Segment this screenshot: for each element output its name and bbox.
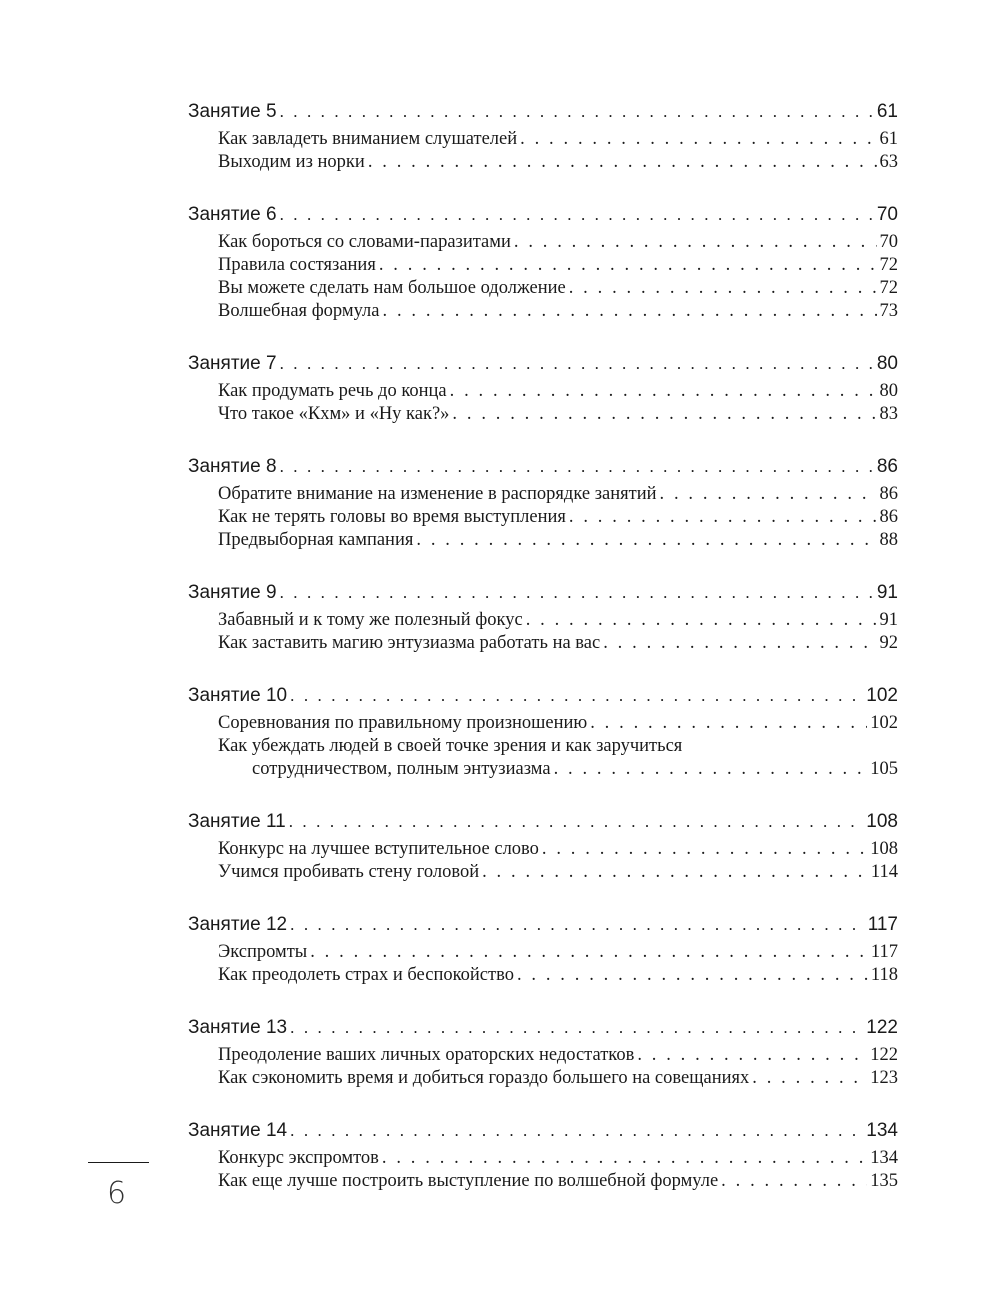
dot-leader	[280, 579, 874, 606]
topic-title: Как преодолеть страх и беспокойство	[218, 965, 514, 985]
topic-title: Соревнования по правильному произношению	[218, 713, 588, 733]
topic-title: Предвыборная кампания	[218, 530, 414, 550]
dot-leader	[290, 1117, 863, 1144]
dot-leader	[452, 403, 876, 426]
toc-topic-entry[interactable]	[188, 506, 898, 529]
toc-topic-entry[interactable]	[188, 403, 898, 426]
toc-topic-entry[interactable]	[188, 300, 898, 323]
lesson-title: Занятие 10	[188, 685, 288, 706]
lesson-title: Занятие 9	[188, 582, 277, 603]
topic-title: Преодоление ваших личных ораторских недостатков	[218, 1045, 635, 1065]
dot-leader	[368, 151, 877, 174]
page-ref: 91	[876, 582, 898, 603]
page-ref: 63	[879, 152, 898, 172]
page-ref: 80	[879, 381, 898, 401]
lesson-title: Занятие 14	[188, 1120, 288, 1141]
toc-section	[188, 201, 898, 323]
page-ref: 80	[876, 353, 898, 374]
dot-leader	[542, 838, 867, 861]
topic-title: Обратите внимание на изменение в распорядке занятий	[218, 484, 657, 504]
lesson-title: Занятие 13	[188, 1017, 288, 1038]
page-ref: 72	[879, 255, 898, 275]
dot-leader	[280, 350, 874, 377]
page-ref: 122	[870, 1045, 898, 1065]
toc-section	[188, 682, 898, 781]
toc-topic-entry[interactable]	[188, 483, 898, 506]
page-ref: 102	[870, 713, 898, 733]
topic-title: Как завладеть вниманием слушателей	[218, 129, 518, 149]
page-ref: 61	[876, 101, 898, 122]
dot-leader	[590, 712, 867, 735]
toc-topic-entry[interactable]	[188, 609, 898, 632]
dot-leader	[752, 1067, 867, 1090]
dot-leader	[514, 231, 877, 254]
toc-topic-entry[interactable]	[188, 277, 898, 300]
page-ref: 108	[870, 839, 898, 859]
toc-lesson-entry[interactable]	[188, 808, 898, 835]
topic-title: Учимся пробивать стену головой	[218, 862, 480, 882]
dot-leader	[290, 1014, 863, 1041]
toc-topic-entry-first-line[interactable]	[188, 735, 898, 758]
dot-leader	[721, 1170, 867, 1193]
page-ref: 102	[866, 685, 898, 706]
toc-lesson-entry[interactable]	[188, 911, 898, 938]
toc-lesson-entry[interactable]	[188, 201, 898, 228]
topic-title: Как заставить магию энтузиазма работать на вас	[218, 633, 601, 653]
dot-leader	[379, 254, 877, 277]
topic-title: Что такое «Кхм» и «Ну как?»	[218, 404, 450, 424]
page-ref: 88	[879, 530, 898, 550]
page-ref: 117	[867, 914, 898, 935]
dot-leader	[450, 380, 877, 403]
table-of-contents	[188, 98, 898, 1193]
dot-leader	[569, 506, 877, 529]
toc-lesson-entry[interactable]	[188, 1117, 898, 1144]
page-ref: 86	[879, 484, 898, 504]
dot-leader	[289, 808, 864, 835]
toc-section	[188, 1117, 898, 1193]
lesson-title: Занятие 6	[188, 204, 277, 225]
page-ref: 135	[870, 1171, 898, 1191]
toc-topic-entry[interactable]	[188, 941, 898, 964]
page-ref: 83	[879, 404, 898, 424]
dot-leader	[280, 98, 874, 125]
lesson-title: Занятие 7	[188, 353, 277, 374]
dot-leader	[382, 1147, 867, 1170]
toc-lesson-entry[interactable]	[188, 579, 898, 606]
page-ref: 61	[879, 129, 898, 149]
topic-title: Экспромты	[218, 942, 308, 962]
toc-topic-entry[interactable]	[188, 529, 898, 552]
dot-leader	[280, 453, 874, 480]
page-ref: 105	[870, 759, 898, 779]
page-number: 6	[107, 1176, 127, 1211]
page-number-rule	[88, 1162, 149, 1163]
topic-title: Волшебная формула	[218, 301, 380, 321]
toc-topic-entry[interactable]	[188, 838, 898, 861]
page-ref: 118	[870, 965, 898, 985]
toc-section	[188, 98, 898, 174]
toc-topic-entry[interactable]	[188, 254, 898, 277]
page-ref: 134	[870, 1148, 898, 1168]
dot-leader	[520, 128, 876, 151]
page-ref: 108	[866, 811, 898, 832]
page-ref: 92	[879, 633, 898, 653]
dot-leader	[416, 529, 876, 552]
topic-title: Вы можете сделать нам большое одолжение	[218, 278, 566, 298]
page-ref: 73	[879, 301, 898, 321]
dot-leader	[526, 609, 877, 632]
toc-section	[188, 808, 898, 884]
toc-topic-entry[interactable]	[188, 380, 898, 403]
toc-lesson-entry[interactable]	[188, 453, 898, 480]
lesson-title: Занятие 11	[188, 811, 286, 832]
topic-title: Как не терять головы во время выступления	[218, 507, 566, 527]
page-ref: 86	[876, 456, 898, 477]
topic-title-continuation: сотрудничеством, полным энтузиазма	[252, 759, 551, 779]
page-ref: 70	[876, 204, 898, 225]
page-ref: 122	[866, 1017, 898, 1038]
lesson-title: Занятие 12	[188, 914, 288, 935]
toc-section	[188, 350, 898, 426]
toc-topic-entry[interactable]	[188, 861, 898, 884]
dot-leader	[554, 758, 868, 781]
dot-leader	[569, 277, 877, 300]
page-ref: 86	[879, 507, 898, 527]
toc-topic-entry-continuation[interactable]	[188, 758, 898, 781]
toc-topic-entry[interactable]	[188, 632, 898, 655]
topic-title: Забавный и к тому же полезный фокус	[218, 610, 523, 630]
page-ref: 117	[870, 942, 898, 962]
lesson-title: Занятие 5	[188, 101, 277, 122]
dot-leader	[383, 300, 877, 323]
topic-title: Правила состязания	[218, 255, 376, 275]
dot-leader	[637, 1044, 867, 1067]
toc-lesson-entry[interactable]	[188, 1014, 898, 1041]
toc-topic-entry[interactable]	[188, 128, 898, 151]
topic-title: Как бороться со словами-паразитами	[218, 232, 511, 252]
toc-section	[188, 453, 898, 552]
page-ref: 91	[879, 610, 898, 630]
toc-section	[188, 579, 898, 655]
toc-topic-entry[interactable]	[188, 1067, 898, 1090]
toc-topic-entry[interactable]	[188, 151, 898, 174]
dot-leader	[660, 483, 877, 506]
page-ref: 134	[866, 1120, 898, 1141]
dot-leader	[310, 941, 868, 964]
topic-title: Как продумать речь до конца	[218, 381, 447, 401]
dot-leader	[603, 632, 876, 655]
topic-title: Как сэкономить время и добиться гораздо большего на совещаниях	[218, 1068, 750, 1088]
toc-topic-entry[interactable]	[188, 1044, 898, 1067]
toc-lesson-entry[interactable]	[188, 350, 898, 377]
toc-topic-entry[interactable]	[188, 1147, 898, 1170]
topic-title: Конкурс экспромтов	[218, 1148, 379, 1168]
toc-topic-entry[interactable]	[188, 712, 898, 735]
topic-title: Как еще лучше построить выступление по волшебной формуле	[218, 1171, 719, 1191]
toc-topic-entry[interactable]	[188, 231, 898, 254]
toc-lesson-entry[interactable]	[188, 682, 898, 709]
topic-title: Как убеждать людей в своей точке зрения и как заручиться	[218, 736, 683, 756]
toc-lesson-entry[interactable]	[188, 98, 898, 125]
dot-leader	[290, 682, 863, 709]
toc-topic-entry[interactable]	[188, 1170, 898, 1193]
page-ref: 123	[870, 1068, 898, 1088]
dot-leader	[290, 911, 865, 938]
page-ref: 72	[879, 278, 898, 298]
toc-topic-entry[interactable]	[188, 964, 898, 987]
topic-title: Конкурс на лучшее вступительное слово	[218, 839, 539, 859]
dot-leader	[482, 861, 868, 884]
toc-section	[188, 1014, 898, 1090]
dot-leader	[280, 201, 874, 228]
topic-title: Выходим из норки	[218, 152, 365, 172]
dot-leader	[517, 964, 868, 987]
toc-section	[188, 911, 898, 987]
page-ref: 114	[870, 862, 898, 882]
page-ref: 70	[879, 232, 898, 252]
lesson-title: Занятие 8	[188, 456, 277, 477]
